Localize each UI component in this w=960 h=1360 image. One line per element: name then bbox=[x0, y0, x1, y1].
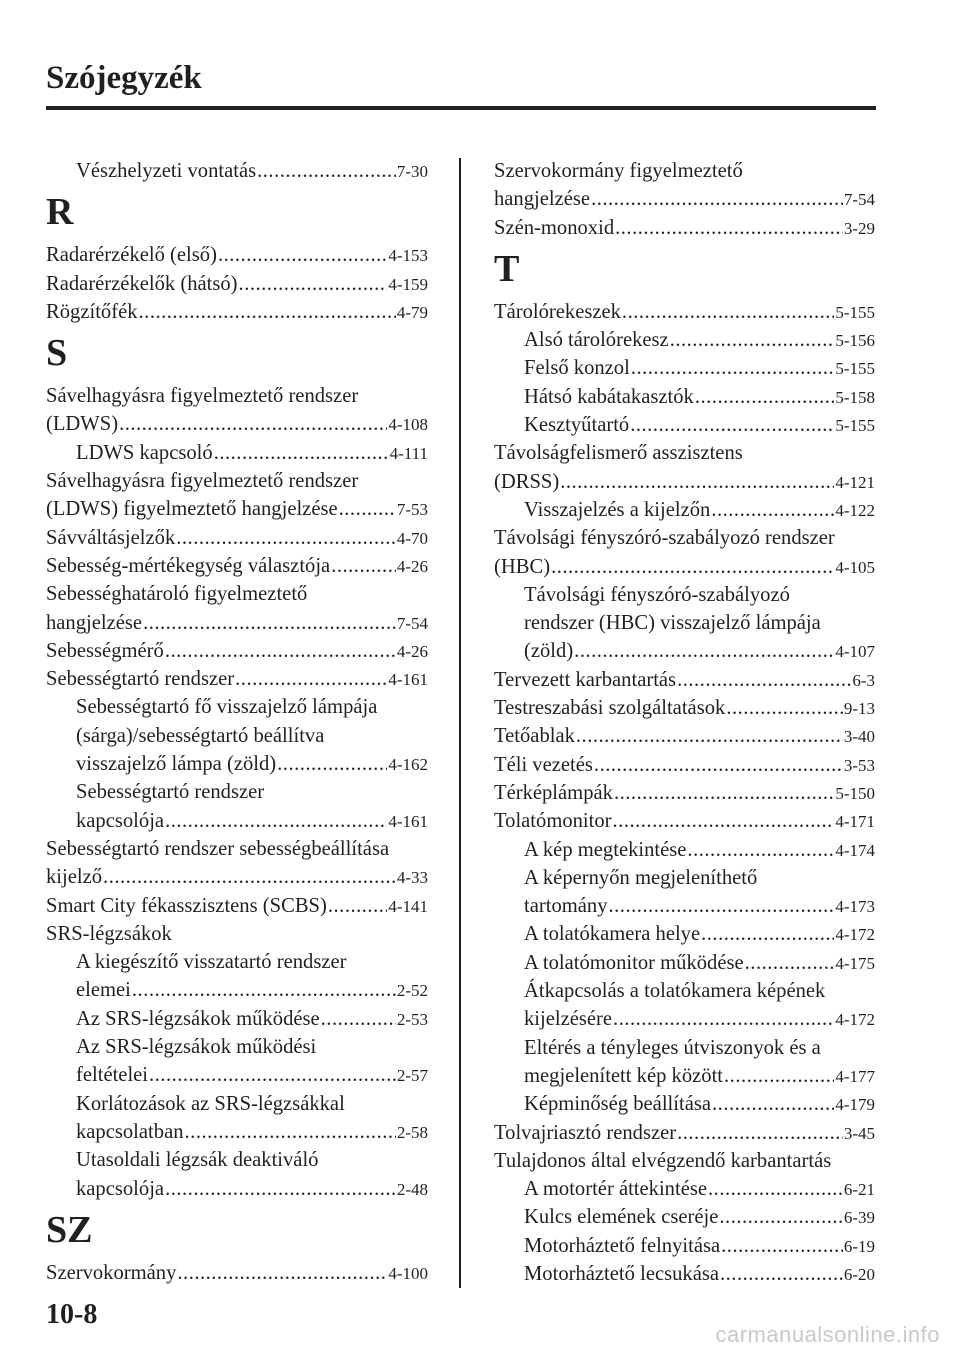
index-entry-label: Motorháztető felnyitása bbox=[524, 1234, 721, 1257]
index-entry-page: 3-29 bbox=[843, 218, 875, 238]
index-entry-label: (zöld) bbox=[524, 640, 574, 663]
index-entry-page: 4-33 bbox=[396, 868, 428, 888]
index-entry bbox=[494, 1232, 875, 1260]
index-entry bbox=[46, 157, 428, 185]
index-entry-page: 5-155 bbox=[835, 416, 875, 436]
index-entry-label: kijelző bbox=[46, 866, 103, 889]
index-entry-text: Távolsági fényszóró-szabályozó bbox=[524, 583, 790, 606]
index-entry-text: Távolságfelismerő asszisztens bbox=[494, 442, 743, 465]
index-entry bbox=[46, 298, 428, 326]
index-entry-label: Radarérzékelő (első) bbox=[46, 244, 217, 267]
dot-leader bbox=[321, 1005, 396, 1033]
dot-leader bbox=[165, 1175, 396, 1203]
dot-leader bbox=[149, 1061, 396, 1089]
watermark-text: carmanualsonline.info bbox=[715, 1322, 940, 1347]
dot-leader bbox=[143, 609, 396, 637]
index-entry-page: 4-153 bbox=[388, 246, 428, 266]
index-entry-page: 2-48 bbox=[396, 1179, 428, 1199]
dot-leader bbox=[277, 750, 387, 778]
index-entry-text: Sávelhagyásra figyelmeztető rendszer bbox=[46, 385, 359, 408]
index-entry bbox=[46, 439, 428, 467]
index-entry-page: 4-79 bbox=[396, 302, 428, 322]
dot-leader bbox=[591, 185, 843, 213]
index-entry-label: hangjelzése bbox=[46, 611, 143, 634]
index-entry-text: Sebességtartó rendszer sebességbeállítása bbox=[46, 837, 390, 860]
dot-leader bbox=[132, 976, 396, 1004]
index-entry bbox=[46, 665, 428, 693]
index-entry-text: SRS-légzsákok bbox=[46, 922, 172, 945]
index-entry-label: Sebességmérő bbox=[46, 639, 164, 662]
dot-leader bbox=[560, 468, 834, 496]
dot-leader bbox=[235, 665, 387, 693]
index-entry-label: Kulcs elemének cseréje bbox=[524, 1206, 719, 1229]
dot-leader bbox=[687, 836, 834, 864]
index-entry-label: Tárolórekeszek bbox=[494, 300, 621, 323]
index-entry bbox=[494, 354, 875, 382]
index-entry bbox=[494, 1260, 875, 1288]
index-entry-page: 6-39 bbox=[843, 1208, 875, 1228]
dot-leader bbox=[615, 214, 843, 242]
index-entry bbox=[46, 1005, 428, 1033]
index-entry-label: megjelenített kép között bbox=[524, 1064, 724, 1087]
index-entry bbox=[46, 609, 428, 637]
index-entry-page: 3-45 bbox=[843, 1123, 875, 1143]
index-entry bbox=[46, 524, 428, 552]
dot-leader bbox=[726, 694, 843, 722]
index-entry-label: A tolatómonitor működése bbox=[524, 951, 744, 974]
index-entry-page: 4-161 bbox=[388, 811, 428, 831]
index-entry-page: 5-158 bbox=[835, 387, 875, 407]
index-entry bbox=[46, 270, 428, 298]
index-entry-text: Eltérés a tényleges útviszonyok és a bbox=[524, 1036, 821, 1059]
dot-leader bbox=[257, 157, 396, 185]
dot-leader bbox=[613, 807, 835, 835]
index-entry-text: Távolsági fényszóró-szabályozó rendszer bbox=[494, 527, 835, 550]
dot-leader bbox=[185, 1118, 396, 1146]
index-entry bbox=[494, 553, 875, 581]
index-entry-page: 4-100 bbox=[388, 1263, 428, 1283]
index-entry-page: 2-57 bbox=[396, 1066, 428, 1086]
index-entry bbox=[46, 552, 428, 580]
index-entry-label: Téli vezetés bbox=[494, 753, 593, 776]
dot-leader bbox=[176, 524, 396, 552]
index-entry-label: visszajelző lámpa (zöld) bbox=[76, 753, 277, 776]
index-entry-page: 4-105 bbox=[835, 557, 875, 577]
index-entry-text: A kiegészítő visszatartó rendszer bbox=[76, 951, 347, 974]
index-entry-page: 2-58 bbox=[396, 1122, 428, 1142]
index-entry-page: 4-26 bbox=[396, 641, 428, 661]
dot-leader bbox=[339, 495, 396, 523]
index-entry-page: 7-54 bbox=[396, 613, 428, 633]
index-entry bbox=[46, 1118, 428, 1146]
index-entry-label: LDWS kapcsoló bbox=[76, 441, 213, 464]
index-entry-label: (DRSS) bbox=[494, 470, 560, 493]
dot-leader bbox=[218, 241, 387, 269]
index-entry-page: 4-172 bbox=[835, 925, 875, 945]
index-entry-page: 4-122 bbox=[835, 500, 875, 520]
index-entry bbox=[46, 892, 428, 920]
index-entry bbox=[494, 1090, 875, 1118]
dot-leader bbox=[574, 637, 834, 665]
index-entry bbox=[494, 468, 875, 496]
index-entry-page: 4-107 bbox=[835, 642, 875, 662]
index-entry bbox=[494, 214, 875, 242]
index-entry-label: Hátsó kabátakasztók bbox=[524, 385, 694, 408]
index-entry-page: 7-53 bbox=[396, 500, 428, 520]
dot-leader bbox=[701, 920, 834, 948]
index-entry bbox=[494, 383, 875, 411]
index-entry-label: Kesztyűtartó bbox=[524, 414, 630, 437]
dot-leader bbox=[119, 410, 387, 438]
index-entry-page: 4-171 bbox=[835, 812, 875, 832]
index-entry-page: 4-177 bbox=[835, 1066, 875, 1086]
index-entry bbox=[494, 694, 875, 722]
index-entry bbox=[494, 751, 875, 779]
index-entry-label: kijelzésére bbox=[524, 1008, 613, 1031]
index-entry-page: 4-173 bbox=[835, 897, 875, 917]
index-entry-page: 6-19 bbox=[843, 1236, 875, 1256]
index-entry bbox=[46, 976, 428, 1004]
index-entry-text: Utasoldali légzsák deaktiváló bbox=[76, 1149, 319, 1172]
index-entry bbox=[46, 863, 428, 891]
index-entry-label: Vészhelyzeti vontatás bbox=[76, 160, 257, 182]
index-entry-page: 4-159 bbox=[388, 274, 428, 294]
index-entry-label: kapcsolója bbox=[76, 1177, 165, 1200]
index-entry-label: Képminőség beállítása bbox=[524, 1093, 712, 1116]
index-entry-label: Térképlámpák bbox=[494, 781, 613, 804]
dot-leader bbox=[695, 383, 834, 411]
index-entry-page: 4-141 bbox=[388, 896, 428, 916]
index-entry-page: 5-150 bbox=[835, 783, 875, 803]
dot-leader bbox=[331, 552, 396, 580]
index-entry-page: 4-111 bbox=[389, 443, 428, 463]
column-divider bbox=[459, 158, 461, 1288]
index-entry bbox=[494, 666, 875, 694]
dot-leader bbox=[103, 863, 396, 891]
index-entry-page: 6-20 bbox=[843, 1264, 875, 1284]
index-entry-label: Sebesség-mértékegység választója bbox=[46, 554, 331, 577]
index-entry-label: Radarérzékelők (hátsó) bbox=[46, 272, 238, 295]
index-column-left bbox=[46, 157, 428, 1287]
index-entry-label: elemei bbox=[76, 979, 131, 1002]
index-entry-text: Sebességhatároló figyelmeztető bbox=[46, 583, 308, 606]
index-entry-page: 3-40 bbox=[843, 727, 875, 747]
dot-leader bbox=[239, 270, 388, 298]
index-entry-page: 4-121 bbox=[835, 472, 875, 492]
index-entry-label: Motorháztető lecsukása bbox=[524, 1262, 719, 1285]
page-number: 10-8 bbox=[46, 1299, 98, 1330]
index-entry-text: Sebességtartó rendszer bbox=[76, 781, 265, 804]
index-entry-label: Alsó tárolórekesz bbox=[524, 329, 669, 352]
index-entry-page: 5-155 bbox=[835, 359, 875, 379]
dot-leader bbox=[609, 892, 835, 920]
index-entry bbox=[494, 1203, 875, 1231]
index-entry bbox=[494, 836, 875, 864]
index-entry-label: Testreszabási szolgáltatások bbox=[494, 697, 726, 720]
index-entry-page: 9-13 bbox=[843, 699, 875, 719]
index-entry-text: Átkapcsolás a tolatókamera képének bbox=[524, 980, 826, 1003]
index-entry-page: 4-70 bbox=[396, 528, 428, 548]
index-entry-label: Szén-monoxid bbox=[494, 216, 615, 239]
index-entry-page: 4-175 bbox=[835, 953, 875, 973]
index-entry bbox=[46, 1175, 428, 1203]
index-entry-text: Tulajdonos által elvégzendő karbantartás bbox=[494, 1149, 832, 1172]
index-entry-text: A képernyőn megjeleníthető bbox=[524, 866, 758, 889]
section-letter: S bbox=[46, 332, 68, 375]
dot-leader bbox=[745, 949, 835, 977]
dot-leader bbox=[622, 298, 834, 326]
index-entry-label: Rögzítőfék bbox=[46, 300, 138, 323]
index-entry-page: 4-161 bbox=[388, 670, 428, 690]
index-entry bbox=[46, 241, 428, 269]
dot-leader bbox=[670, 326, 835, 354]
dot-leader bbox=[551, 553, 834, 581]
dot-leader bbox=[721, 1232, 843, 1260]
index-entry bbox=[46, 750, 428, 778]
index-entry bbox=[494, 779, 875, 807]
index-entry-page: 4-179 bbox=[835, 1095, 875, 1115]
index-entry-page: 4-108 bbox=[388, 415, 428, 435]
index-entry bbox=[494, 807, 875, 835]
index-entry bbox=[494, 637, 875, 665]
dot-leader bbox=[708, 1175, 843, 1203]
index-entry bbox=[46, 1061, 428, 1089]
index-entry-text: Sávelhagyásra figyelmeztető rendszer bbox=[46, 470, 359, 493]
index-entry-label: A kép megtekintése bbox=[524, 838, 687, 861]
index-entry bbox=[46, 807, 428, 835]
index-entry bbox=[494, 892, 875, 920]
index-entry-label: Az SRS-légzsákok működése bbox=[76, 1007, 320, 1030]
index-entry-page: 7-54 bbox=[843, 190, 875, 210]
index-entry bbox=[494, 496, 875, 524]
index-entry-label: feltételei bbox=[76, 1064, 149, 1087]
index-entry-text: (sárga)/sebességtartó beállítva bbox=[76, 724, 325, 747]
dot-leader bbox=[139, 298, 396, 326]
index-entry bbox=[494, 411, 875, 439]
index-column-right bbox=[494, 157, 875, 1288]
index-entry-label: hangjelzése bbox=[494, 188, 591, 211]
index-entry bbox=[494, 949, 875, 977]
dot-leader bbox=[214, 439, 389, 467]
index-entry-page: 5-156 bbox=[835, 331, 875, 351]
index-entry-page: 7-30 bbox=[396, 162, 428, 181]
index-entry-text: Sebességtartó fő visszajelző lámpája bbox=[76, 696, 378, 719]
index-entry-text: Szervokormány figyelmeztető bbox=[494, 160, 743, 182]
index-entry-text: rendszer (HBC) visszajelző lámpája bbox=[524, 612, 821, 635]
dot-leader bbox=[712, 1090, 834, 1118]
dot-leader bbox=[720, 1260, 843, 1288]
index-entry-label: Szervokormány bbox=[46, 1261, 177, 1284]
index-entry-label: Tetőablak bbox=[494, 725, 575, 748]
index-entry-page: 2-52 bbox=[396, 981, 428, 1001]
dot-leader bbox=[631, 354, 835, 382]
index-entry-label: Tolvajriasztó rendszer bbox=[494, 1121, 677, 1144]
index-entry-page: 4-172 bbox=[835, 1010, 875, 1030]
index-entry-label: Smart City fékasszisztens (SCBS) bbox=[46, 894, 327, 917]
index-entry-label: Sávváltásjelzők bbox=[46, 526, 176, 549]
section-letter: R bbox=[46, 191, 74, 234]
index-entry-text: Korlátozások az SRS-légzsákkal bbox=[76, 1092, 345, 1115]
dot-leader bbox=[594, 751, 843, 779]
index-entry-label: kapcsolója bbox=[76, 809, 165, 832]
index-entry-label: Tolatómonitor bbox=[494, 810, 612, 833]
index-entry-label: kapcsolatban bbox=[76, 1120, 184, 1143]
index-entry bbox=[494, 298, 875, 326]
dot-leader bbox=[177, 1259, 387, 1287]
index-entry-label: (LDWS) figyelmeztető hangjelzése bbox=[46, 498, 338, 521]
index-entry bbox=[494, 1175, 875, 1203]
dot-leader bbox=[614, 779, 834, 807]
page-title: Szójegyzék bbox=[46, 60, 202, 96]
index-entry bbox=[494, 722, 875, 750]
index-entry-label: A motortér áttekintése bbox=[524, 1178, 708, 1201]
dot-leader bbox=[677, 1119, 843, 1147]
index-entry bbox=[46, 410, 428, 438]
index-entry-page: 6-3 bbox=[852, 670, 875, 690]
dot-leader bbox=[677, 666, 851, 694]
dot-leader bbox=[724, 1062, 834, 1090]
index-entry bbox=[494, 1062, 875, 1090]
index-entry-label: Sebességtartó rendszer bbox=[46, 668, 235, 691]
index-entry-page: 2-53 bbox=[396, 1009, 428, 1029]
dot-leader bbox=[613, 1005, 834, 1033]
index-entry bbox=[494, 1119, 875, 1147]
section-letter: T bbox=[494, 247, 520, 290]
index-entry-page: 4-26 bbox=[396, 556, 428, 576]
dot-leader bbox=[711, 496, 834, 524]
index-entry-page: 6-21 bbox=[843, 1180, 875, 1200]
dot-leader bbox=[630, 411, 834, 439]
index-entry-label: A tolatókamera helye bbox=[524, 923, 701, 946]
index-entry-page: 4-162 bbox=[388, 755, 428, 775]
index-entry-label: Visszajelzés a kijelzőn bbox=[524, 498, 711, 521]
index-entry bbox=[46, 495, 428, 523]
index-entry-label: tartomány bbox=[524, 895, 608, 918]
index-entry-label: (HBC) bbox=[494, 555, 551, 578]
index-entry-page: 5-155 bbox=[835, 302, 875, 322]
index-entry-label: Felső konzol bbox=[524, 357, 630, 380]
index-entry-page: 3-53 bbox=[843, 755, 875, 775]
index-entry-label: Tervezett karbantartás bbox=[494, 668, 677, 691]
dot-leader bbox=[328, 892, 387, 920]
index-entry bbox=[46, 637, 428, 665]
dot-leader bbox=[165, 637, 396, 665]
index-entry bbox=[494, 1005, 875, 1033]
index-entry bbox=[494, 185, 875, 213]
dot-leader bbox=[719, 1203, 842, 1231]
index-entry-page: 4-174 bbox=[835, 840, 875, 860]
index-entry-text: Az SRS-légzsákok működési bbox=[76, 1036, 317, 1059]
index-entry bbox=[46, 1259, 428, 1287]
section-letter: SZ bbox=[46, 1208, 93, 1251]
index-entry bbox=[494, 920, 875, 948]
index-entry bbox=[494, 326, 875, 354]
header-rule bbox=[46, 106, 876, 110]
index-entry-label: (LDWS) bbox=[46, 413, 119, 436]
dot-leader bbox=[576, 722, 843, 750]
dot-leader bbox=[165, 807, 387, 835]
